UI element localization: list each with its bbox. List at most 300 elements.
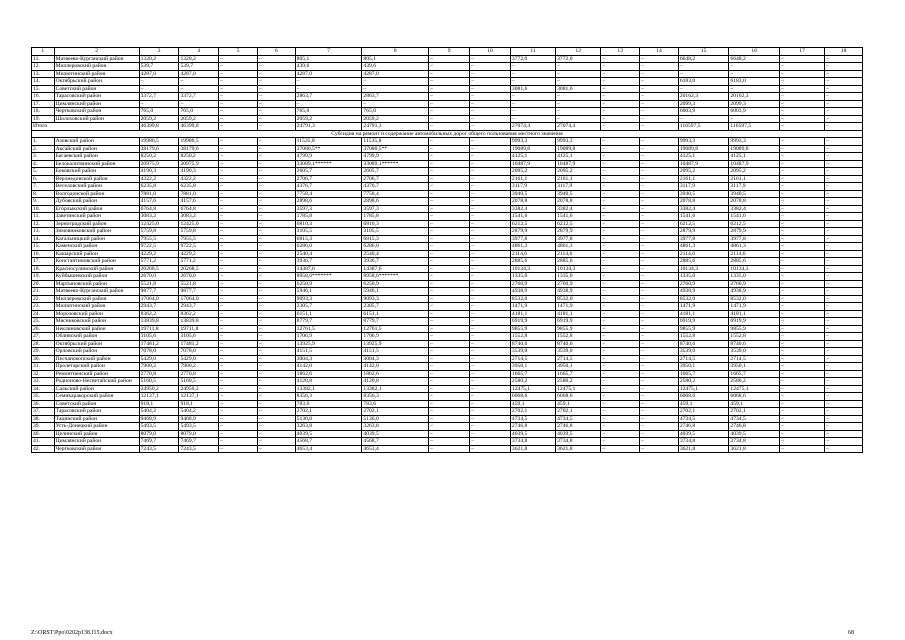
table-cell: – xyxy=(470,145,511,153)
table-cell: 33089,1****** xyxy=(295,160,362,168)
table-cell: 8532,0 xyxy=(678,295,729,303)
table-cell: – xyxy=(640,138,679,146)
table-cell: 12475,1 xyxy=(556,385,601,393)
table-cell: 9 xyxy=(429,48,470,56)
table-cell: 38179,6 xyxy=(139,145,179,153)
table-cell: 31. xyxy=(32,363,55,371)
table-cell: – xyxy=(601,205,640,213)
table-cell: 24. xyxy=(32,310,55,318)
table-cell: 1320,2 xyxy=(179,55,219,63)
table-cell: – xyxy=(429,318,470,326)
table-cell: – xyxy=(601,400,640,408)
table-cell: 2095,2 xyxy=(556,168,601,176)
table-cell: 3977,8 xyxy=(510,235,555,243)
table-cell: – xyxy=(429,438,470,446)
table-cell: 2702,1 xyxy=(556,408,601,416)
table-cell: 7758,4 xyxy=(295,190,362,198)
table-cell: – xyxy=(429,63,470,71)
table-cell: 1 xyxy=(32,48,55,56)
table-cell: 4734,5 xyxy=(729,415,780,423)
section-title-row xyxy=(32,130,863,138)
table-cell: 459,1 xyxy=(510,400,555,408)
table-cell: 2078,8 xyxy=(729,198,780,206)
table-cell: 4181,1 xyxy=(678,310,729,318)
table-cell: – xyxy=(470,123,511,131)
table-cell: 5493,5 xyxy=(179,423,219,431)
table-cell: 3117,9 xyxy=(510,183,555,191)
table-cell: 3950,1 xyxy=(556,363,601,371)
table-cell: – xyxy=(601,385,640,393)
table-cell: – xyxy=(640,123,679,131)
table-cell: 6810,3 xyxy=(362,220,429,228)
table-row xyxy=(32,310,863,318)
table-cell: – xyxy=(779,153,824,161)
table-cell: – xyxy=(470,160,511,168)
table-cell: 2746,8 xyxy=(729,423,780,431)
table-cell: – xyxy=(640,355,679,363)
table-cell: 27. xyxy=(32,333,55,341)
table-cell: – xyxy=(601,295,640,303)
table-cell: 4938,9 xyxy=(678,288,729,296)
table-cell: – xyxy=(258,393,296,401)
table-cell: 3940,5 xyxy=(556,190,601,198)
table-cell: 4287,0 xyxy=(362,70,429,78)
table-cell: Милютинский район xyxy=(54,70,139,78)
table-cell: – xyxy=(640,145,679,153)
table-cell: 2161,1 xyxy=(510,175,555,183)
table-cell: 9093,3 xyxy=(295,295,362,303)
table-cell: 4181,1 xyxy=(729,310,780,318)
table-cell: – xyxy=(219,303,258,311)
table-cell: – xyxy=(429,100,470,108)
table-cell: 3936,7 xyxy=(362,258,429,266)
table-cell: 7758,4 xyxy=(362,190,429,198)
table-row xyxy=(32,168,863,176)
table-cell: 2885,6 xyxy=(556,258,601,266)
table-cell: – xyxy=(258,220,296,228)
table-cell: – xyxy=(258,70,296,78)
table-cell: – xyxy=(640,100,679,108)
table-cell: – xyxy=(640,78,679,86)
table-body xyxy=(32,48,863,453)
table-cell: – xyxy=(601,348,640,356)
table-cell: – xyxy=(258,63,296,71)
table-cell: – xyxy=(470,63,511,71)
table-cell: – xyxy=(258,438,296,446)
table-row xyxy=(32,378,863,386)
table-cell: 1862,6 xyxy=(362,370,429,378)
table-cell: 1471,9 xyxy=(556,303,601,311)
table-cell: – xyxy=(640,325,679,333)
table-cell: – xyxy=(429,168,470,176)
table-cell: 4322,2 xyxy=(179,175,219,183)
table-cell: 19711,8 xyxy=(139,325,179,333)
table-cell: 3105,5 xyxy=(295,228,362,236)
table-cell: – xyxy=(640,93,679,101)
table-cell: – xyxy=(601,168,640,176)
table-cell: 2. xyxy=(32,145,55,153)
table-row xyxy=(32,243,863,251)
table-cell: – xyxy=(429,430,470,438)
table-cell: – xyxy=(219,93,258,101)
table-cell: 1665,7 xyxy=(510,370,555,378)
table-cell: – xyxy=(601,310,640,318)
budget-table xyxy=(31,47,863,453)
table-cell: – xyxy=(258,295,296,303)
table-cell: 2885,6 xyxy=(510,258,555,266)
table-cell: – xyxy=(470,370,511,378)
table-cell: 765,0 xyxy=(362,108,429,116)
table-cell: – xyxy=(601,213,640,221)
table-cell: 4125,1 xyxy=(510,153,555,161)
table-cell: – xyxy=(258,175,296,183)
table-cell: – xyxy=(825,168,863,176)
table-row xyxy=(32,93,863,101)
table-cell: – xyxy=(429,108,470,116)
table-cell: – xyxy=(678,115,729,123)
table-cell: – xyxy=(601,235,640,243)
table-cell: 3539,0 xyxy=(556,348,601,356)
table-cell: 2161,1 xyxy=(729,175,780,183)
table-cell: – xyxy=(601,220,640,228)
table-total-row xyxy=(32,123,863,131)
table-cell: 4861,3 xyxy=(556,243,601,251)
table-cell: – xyxy=(601,355,640,363)
table-cell: 2898,6 xyxy=(295,198,362,206)
table-cell: – xyxy=(219,108,258,116)
table-cell: 15 xyxy=(678,48,729,56)
table-row xyxy=(32,55,863,63)
table-cell: 7881,0 xyxy=(179,190,219,198)
table-cell: – xyxy=(219,168,258,176)
table-cell: 6286,0 xyxy=(362,243,429,251)
table-cell: 2059,2 xyxy=(295,115,362,123)
table-cell: 3382,4 xyxy=(556,205,601,213)
table-cell: – xyxy=(429,310,470,318)
table-cell: – xyxy=(258,78,296,86)
table-cell: 2114,6 xyxy=(678,250,729,258)
table-cell: Аксайский район xyxy=(54,145,139,153)
table-cell: – xyxy=(470,393,511,401)
table-cell: – xyxy=(640,183,679,191)
table-cell: 7078,0 xyxy=(179,348,219,356)
table-cell: 7469,7 xyxy=(139,438,179,446)
table-cell: 1471,9 xyxy=(678,303,729,311)
table-cell: – xyxy=(601,198,640,206)
table-cell: – xyxy=(640,333,679,341)
table-cell: – xyxy=(219,175,258,183)
table-cell: 3081,6 xyxy=(510,85,555,93)
table-row xyxy=(32,430,863,438)
table-cell: – xyxy=(825,115,863,123)
table-cell: – xyxy=(470,363,511,371)
table-cell: – xyxy=(640,348,679,356)
table-row xyxy=(32,348,863,356)
table-cell: – xyxy=(470,318,511,326)
table-cell: 20268,5 xyxy=(139,265,179,273)
table-cell: – xyxy=(258,385,296,393)
table-cell: – xyxy=(779,423,824,431)
table-cell: 2863,7 xyxy=(362,93,429,101)
table-cell: 14 xyxy=(640,48,679,56)
table-cell: – xyxy=(601,370,640,378)
table-cell: 7881,0 xyxy=(139,190,179,198)
table-cell: 3621,8 xyxy=(678,445,729,453)
table-cell: – xyxy=(470,415,511,423)
table-cell: 19986,5 xyxy=(179,138,219,146)
table-cell: – xyxy=(429,303,470,311)
table-cell: – xyxy=(429,175,470,183)
table-cell: 3539,0 xyxy=(729,348,780,356)
table-cell: 13925,9 xyxy=(295,340,362,348)
table-cell: 19986,5 xyxy=(139,138,179,146)
table-cell: – xyxy=(640,198,679,206)
table-cell: – xyxy=(219,258,258,266)
table-cell: – xyxy=(601,175,640,183)
table-cell: 1471,9 xyxy=(510,303,555,311)
table-cell: – xyxy=(640,370,679,378)
table-cell: 8740,6 xyxy=(510,340,555,348)
table-cell: – xyxy=(258,363,296,371)
table-cell: 1706,9 xyxy=(362,333,429,341)
table-cell: – xyxy=(429,280,470,288)
table-cell: 5521,8 xyxy=(139,280,179,288)
table-cell: – xyxy=(429,85,470,93)
table-row xyxy=(32,303,863,311)
table-cell: – xyxy=(779,168,824,176)
table-row xyxy=(32,78,863,86)
table-cell: 6815,3 xyxy=(362,235,429,243)
table-cell: – xyxy=(640,310,679,318)
table-cell: – xyxy=(640,385,679,393)
table-row xyxy=(32,220,863,228)
table-cell: 2702,1 xyxy=(678,408,729,416)
table-cell: – xyxy=(470,235,511,243)
table-cell: – xyxy=(779,183,824,191)
table-row xyxy=(32,145,863,153)
table-cell: 35. xyxy=(32,393,55,401)
table-cell: 2670,0 xyxy=(179,273,219,281)
table-cell: – xyxy=(258,415,296,423)
table-cell: – xyxy=(779,228,824,236)
table-cell: – xyxy=(470,85,511,93)
table-cell: 2580,2 xyxy=(556,378,601,386)
table-cell: 16 xyxy=(729,48,780,56)
table-cell: – xyxy=(258,378,296,386)
table-cell: 3117,9 xyxy=(678,183,729,191)
table-cell: – xyxy=(429,138,470,146)
table-cell: 4142,0 xyxy=(362,363,429,371)
table-cell: 7900,2 xyxy=(139,363,179,371)
table-cell: – xyxy=(429,370,470,378)
table-cell: 2095,2 xyxy=(729,168,780,176)
table-cell: – xyxy=(258,280,296,288)
table-cell: 5759,8 xyxy=(139,228,179,236)
table-cell: 8532,0 xyxy=(556,295,601,303)
table-cell: 18. xyxy=(32,108,55,116)
table-cell: 783,6 xyxy=(295,400,362,408)
table-cell: 4125,1 xyxy=(556,153,601,161)
table-cell: – xyxy=(429,70,470,78)
table-cell: 2605,7 xyxy=(362,168,429,176)
table-cell: – xyxy=(470,280,511,288)
table-cell: – xyxy=(258,205,296,213)
table-cell: 4181,1 xyxy=(556,310,601,318)
table-cell: 38. xyxy=(32,415,55,423)
table-cell: 4287,0 xyxy=(295,70,362,78)
table-row xyxy=(32,100,863,108)
table-cell: – xyxy=(779,108,824,116)
table-cell: 9855,9 xyxy=(729,325,780,333)
table-cell: – xyxy=(219,400,258,408)
table-cell: 4181,1 xyxy=(510,310,555,318)
table-cell: 6919,9 xyxy=(678,318,729,326)
table-cell: 6919,9 xyxy=(556,318,601,326)
table-cell: 12425,0 xyxy=(139,220,179,228)
table-cell: – xyxy=(429,423,470,431)
table-cell: 9993,3 xyxy=(510,138,555,146)
table-cell: – xyxy=(825,228,863,236)
table-cell: – xyxy=(825,415,863,423)
table-row xyxy=(32,295,863,303)
table-cell: – xyxy=(640,160,679,168)
table-cell: – xyxy=(601,445,640,453)
table-cell: – xyxy=(429,93,470,101)
table-cell: – xyxy=(219,378,258,386)
table-row xyxy=(32,85,863,93)
table-cell: – xyxy=(470,78,511,86)
table-cell: 6648,2 xyxy=(729,55,780,63)
table-cell: – xyxy=(601,145,640,153)
table-cell: 16. xyxy=(32,93,55,101)
table-cell: – xyxy=(429,235,470,243)
table-cell: 19. xyxy=(32,273,55,281)
table-cell: – xyxy=(362,100,429,108)
table-row xyxy=(32,385,863,393)
table-cell: – xyxy=(429,400,470,408)
table-cell: – xyxy=(601,258,640,266)
table-cell: – xyxy=(825,190,863,198)
table-cell: – xyxy=(640,243,679,251)
table-cell: – xyxy=(470,288,511,296)
table-cell: 14. xyxy=(32,78,55,86)
table-cell: 5946,1 xyxy=(295,288,362,296)
table-cell: – xyxy=(258,198,296,206)
table-cell: – xyxy=(779,393,824,401)
table-cell: 2580,2 xyxy=(678,378,729,386)
table-cell: – xyxy=(510,108,555,116)
table-cell: 6286,0 xyxy=(295,243,362,251)
table-cell: 3734,8 xyxy=(556,438,601,446)
table-cell: – xyxy=(601,78,640,86)
table-cell: 2746,8 xyxy=(556,423,601,431)
table-cell: 8740,6 xyxy=(556,340,601,348)
table-cell: – xyxy=(258,138,296,146)
table-cell: 6235,8 xyxy=(139,183,179,191)
table-cell: – xyxy=(179,85,219,93)
table-cell: – xyxy=(678,63,729,71)
table-cell: – xyxy=(470,408,511,416)
table-cell: – xyxy=(470,258,511,266)
table-cell: – xyxy=(429,340,470,348)
table-cell: 29. xyxy=(32,348,55,356)
table-cell: – xyxy=(640,273,679,281)
table-cell: – xyxy=(219,340,258,348)
table-cell: – xyxy=(470,168,511,176)
table-cell: 2702,1 xyxy=(729,408,780,416)
table-cell: 5771,2 xyxy=(139,258,179,266)
table-cell: 3940,5 xyxy=(729,190,780,198)
table-cell: – xyxy=(429,355,470,363)
table-cell: – xyxy=(601,250,640,258)
table-cell: 9722,5 xyxy=(139,243,179,251)
table-cell: – xyxy=(258,168,296,176)
table-cell: – xyxy=(640,265,679,273)
table-cell: 2095,2 xyxy=(678,168,729,176)
table-cell: – xyxy=(362,78,429,86)
table-cell: – xyxy=(640,378,679,386)
table-cell: 2706,7 xyxy=(295,175,362,183)
table-cell: – xyxy=(601,363,640,371)
table-row xyxy=(32,250,863,258)
table-cell: – xyxy=(219,100,258,108)
table-cell: 26. xyxy=(32,325,55,333)
table-cell: 1541,6 xyxy=(678,213,729,221)
table-cell: 4157,6 xyxy=(139,198,179,206)
table-cell: 12425,0 xyxy=(179,220,219,228)
table-cell: 2059,2 xyxy=(139,115,179,123)
table-cell: 2078,8 xyxy=(510,198,555,206)
table-cell: 6764,8 xyxy=(139,205,179,213)
table-cell: 20975,9 xyxy=(179,160,219,168)
table-cell: 3083,2 xyxy=(179,213,219,221)
table-cell: 10134,3 xyxy=(678,265,729,273)
table-cell: 765,0 xyxy=(179,108,219,116)
table-cell: 4. xyxy=(32,160,55,168)
table-cell: – xyxy=(470,378,511,386)
table-cell: – xyxy=(258,340,296,348)
table-cell: – xyxy=(640,303,679,311)
table-cell: – xyxy=(470,438,511,446)
table-cell: 3539,0 xyxy=(510,348,555,356)
table-cell: – xyxy=(219,348,258,356)
table-cell: – xyxy=(429,145,470,153)
table-cell: – xyxy=(470,310,511,318)
table-cell: 5521,8 xyxy=(179,280,219,288)
table-cell: – xyxy=(779,55,824,63)
table-cell: – xyxy=(640,205,679,213)
table-cell: – xyxy=(258,273,296,281)
table-cell: 9993,3 xyxy=(556,138,601,146)
table-cell: – xyxy=(219,273,258,281)
table-cell: – xyxy=(258,183,296,191)
table-cell: – xyxy=(640,280,679,288)
table-row xyxy=(32,408,863,416)
table-cell: – xyxy=(219,250,258,258)
table-cell: – xyxy=(779,280,824,288)
table-cell: 4039,5 xyxy=(510,430,555,438)
table-cell: 6151,1 xyxy=(295,310,362,318)
table-cell: 20. xyxy=(32,280,55,288)
table-cell: – xyxy=(470,70,511,78)
table-cell: 1665,7 xyxy=(556,370,601,378)
table-cell: 1320,2 xyxy=(139,55,179,63)
table-cell: – xyxy=(640,190,679,198)
table-cell: – xyxy=(429,250,470,258)
table-cell: Мясниковский район xyxy=(54,318,139,326)
table-cell: – xyxy=(779,310,824,318)
table-cell: 6068,6 xyxy=(729,393,780,401)
